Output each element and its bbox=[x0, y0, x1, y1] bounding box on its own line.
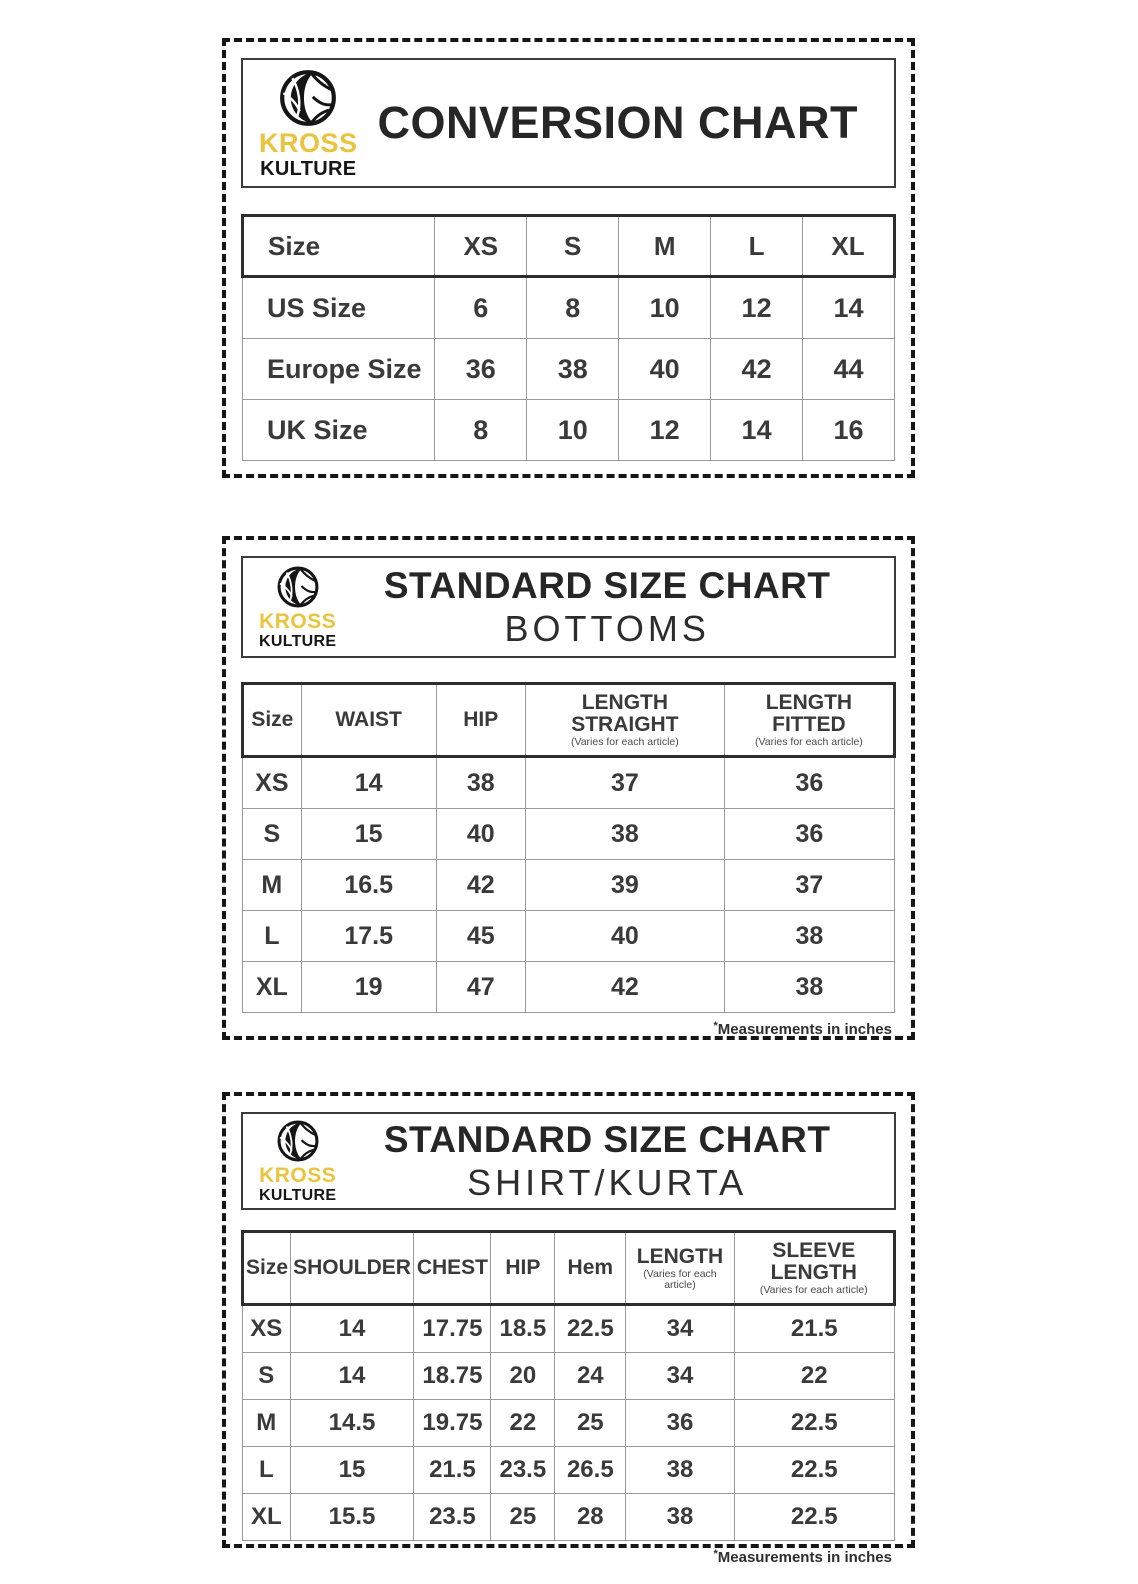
table-cell: 36 bbox=[724, 757, 894, 809]
table-cell: 36 bbox=[724, 809, 894, 860]
table-row bbox=[243, 962, 895, 1013]
table-row bbox=[243, 400, 895, 461]
table-row bbox=[243, 809, 895, 860]
table-cell: 18.75 bbox=[414, 1353, 491, 1400]
table-cell: 38 bbox=[724, 911, 894, 962]
table-cell: 38 bbox=[525, 809, 724, 860]
bottoms-title: STANDARD SIZE CHART bbox=[383, 564, 831, 606]
table-cell: 38 bbox=[436, 757, 525, 809]
table-cell: 22.5 bbox=[734, 1447, 894, 1494]
table-row bbox=[243, 1400, 895, 1447]
table-cell: 20 bbox=[491, 1353, 555, 1400]
table-row bbox=[243, 911, 895, 962]
row-label: XS bbox=[243, 757, 302, 809]
footnote-text: Measurements in inches bbox=[717, 1549, 892, 1567]
table-cell: 19.75 bbox=[414, 1400, 491, 1447]
row-label: XS bbox=[243, 1305, 291, 1353]
brand-kulture: KULTURE bbox=[259, 632, 337, 650]
table-cell: 42 bbox=[525, 962, 724, 1013]
table-cell: 12 bbox=[711, 277, 803, 339]
bottoms-table bbox=[241, 682, 896, 1013]
conversion-header-box bbox=[241, 58, 896, 188]
row-label: Europe Size bbox=[243, 339, 435, 400]
row-label: XL bbox=[243, 962, 302, 1013]
table-cell: 25 bbox=[491, 1494, 555, 1541]
table-cell: 34 bbox=[626, 1305, 734, 1353]
table-cell: 22.5 bbox=[734, 1494, 894, 1541]
table-row bbox=[243, 1447, 895, 1494]
row-label: L bbox=[243, 911, 302, 962]
column-header-note: (Varies for each article) bbox=[643, 1267, 717, 1291]
row-label: S bbox=[243, 809, 302, 860]
table-cell: 17.75 bbox=[414, 1305, 491, 1353]
column-header: M bbox=[619, 216, 711, 277]
brand-kross: KROSS bbox=[259, 1163, 337, 1187]
asterisk: * bbox=[713, 1548, 718, 1561]
table-row bbox=[243, 860, 895, 911]
conversion-table bbox=[241, 214, 896, 461]
table-cell: 14 bbox=[803, 277, 895, 339]
row-label: UK Size bbox=[243, 400, 435, 461]
column-header: Size bbox=[243, 216, 435, 277]
table-cell: 28 bbox=[555, 1494, 626, 1541]
table-cell: 23.5 bbox=[414, 1494, 491, 1541]
table-row bbox=[243, 1494, 895, 1541]
table-cell: 19 bbox=[301, 962, 436, 1013]
table-cell: 40 bbox=[436, 809, 525, 860]
table-cell: 38 bbox=[724, 962, 894, 1013]
column-header: XS bbox=[435, 216, 527, 277]
shirt-header-box bbox=[241, 1112, 896, 1210]
table-cell: 21.5 bbox=[414, 1447, 491, 1494]
table-cell: 14.5 bbox=[290, 1400, 414, 1447]
table-cell: 45 bbox=[436, 911, 525, 962]
row-label: M bbox=[243, 860, 302, 911]
row-label: US Size bbox=[243, 277, 435, 339]
table-cell: 37 bbox=[724, 860, 894, 911]
brand-kross: KROSS bbox=[259, 127, 358, 158]
column-header-note: (Varies for each article) bbox=[755, 736, 863, 749]
column-header: WAIST bbox=[301, 684, 436, 757]
bottoms-header-row bbox=[243, 684, 895, 757]
column-header: Size bbox=[243, 684, 302, 757]
table-cell: 14 bbox=[301, 757, 436, 809]
column-header: HIP bbox=[436, 684, 525, 757]
measurements-footnote bbox=[241, 1013, 896, 1038]
table-cell: 38 bbox=[626, 1447, 734, 1494]
table-row bbox=[243, 277, 895, 339]
table-cell: 47 bbox=[436, 962, 525, 1013]
conversion-title: CONVERSION CHART bbox=[377, 96, 859, 148]
table-cell: 36 bbox=[626, 1400, 734, 1447]
brand-kulture: KULTURE bbox=[259, 1186, 337, 1204]
column-header: L bbox=[711, 216, 803, 277]
table-cell: 10 bbox=[619, 277, 711, 339]
brand-kross: KROSS bbox=[259, 609, 337, 633]
table-cell: 8 bbox=[527, 277, 619, 339]
basketball-icon bbox=[276, 565, 320, 609]
shirt-table bbox=[241, 1230, 896, 1541]
column-header-label: LENGTH STRAIGHT bbox=[571, 691, 679, 737]
table-cell: 22 bbox=[491, 1400, 555, 1447]
table-cell: 14 bbox=[290, 1353, 414, 1400]
table-cell: 18.5 bbox=[491, 1305, 555, 1353]
table-cell: 17.5 bbox=[301, 911, 436, 962]
table-cell: 36 bbox=[435, 339, 527, 400]
conversion-chart-panel bbox=[222, 38, 915, 478]
table-cell: 14 bbox=[290, 1305, 414, 1353]
column-header: XL bbox=[803, 216, 895, 277]
table-cell: 21.5 bbox=[734, 1305, 894, 1353]
table-cell: 40 bbox=[525, 911, 724, 962]
table-cell: 8 bbox=[435, 400, 527, 461]
table-cell: 44 bbox=[803, 339, 895, 400]
column-header bbox=[525, 684, 724, 757]
table-cell: 16 bbox=[803, 400, 895, 461]
brand-logo bbox=[259, 68, 358, 179]
row-label: M bbox=[243, 1400, 291, 1447]
basketball-icon bbox=[276, 1119, 320, 1163]
table-cell: 22 bbox=[734, 1353, 894, 1400]
row-label: S bbox=[243, 1353, 291, 1400]
brand-logo bbox=[259, 565, 336, 650]
table-cell: 24 bbox=[555, 1353, 626, 1400]
bottoms-subtitle: BOTTOMS bbox=[504, 607, 710, 649]
table-row bbox=[243, 339, 895, 400]
brand-logo bbox=[259, 1119, 336, 1204]
table-cell: 42 bbox=[436, 860, 525, 911]
table-cell: 37 bbox=[525, 757, 724, 809]
table-cell: 15 bbox=[301, 809, 436, 860]
column-header: Hem bbox=[555, 1232, 626, 1305]
column-header-label: LENGTH FITTED bbox=[765, 691, 853, 737]
column-header: CHEST bbox=[414, 1232, 491, 1305]
table-row bbox=[243, 1305, 895, 1353]
shirt-kurta-size-chart-panel bbox=[222, 1092, 915, 1567]
shirt-subtitle: SHIRT/KURTA bbox=[467, 1161, 748, 1203]
column-header-note: (Varies for each article) bbox=[570, 736, 679, 749]
table-cell: 14 bbox=[711, 400, 803, 461]
brand-kulture: KULTURE bbox=[260, 157, 357, 180]
bottoms-header-box bbox=[241, 556, 896, 658]
table-cell: 16.5 bbox=[301, 860, 436, 911]
table-cell: 42 bbox=[711, 339, 803, 400]
column-header: Size bbox=[243, 1232, 291, 1305]
column-header-label: SLEEVE LENGTH bbox=[770, 1239, 857, 1285]
row-label: XL bbox=[243, 1494, 291, 1541]
table-cell: 15.5 bbox=[290, 1494, 414, 1541]
column-header: SHOULDER bbox=[290, 1232, 414, 1305]
column-header bbox=[734, 1232, 894, 1305]
footnote-text: Measurements in inches bbox=[717, 1021, 892, 1039]
asterisk: * bbox=[713, 1020, 718, 1033]
shirt-title: STANDARD SIZE CHART bbox=[383, 1118, 831, 1160]
table-row bbox=[243, 1353, 895, 1400]
bottoms-size-chart-panel bbox=[222, 536, 915, 1040]
column-header-label: LENGTH bbox=[636, 1244, 724, 1268]
row-label: L bbox=[243, 1447, 291, 1494]
table-cell: 34 bbox=[626, 1353, 734, 1400]
column-header-note: (Varies for each article) bbox=[759, 1284, 868, 1297]
table-cell: 23.5 bbox=[491, 1447, 555, 1494]
table-row bbox=[243, 757, 895, 809]
table-cell: 22.5 bbox=[734, 1400, 894, 1447]
column-header bbox=[724, 684, 894, 757]
table-cell: 6 bbox=[435, 277, 527, 339]
table-cell: 40 bbox=[619, 339, 711, 400]
table-cell: 38 bbox=[527, 339, 619, 400]
column-header: HIP bbox=[491, 1232, 555, 1305]
table-cell: 15 bbox=[290, 1447, 414, 1494]
table-cell: 10 bbox=[527, 400, 619, 461]
table-cell: 26.5 bbox=[555, 1447, 626, 1494]
column-header: S bbox=[527, 216, 619, 277]
measurements-footnote bbox=[241, 1541, 896, 1566]
table-cell: 39 bbox=[525, 860, 724, 911]
conversion-header-row bbox=[243, 216, 895, 277]
table-cell: 25 bbox=[555, 1400, 626, 1447]
table-cell: 12 bbox=[619, 400, 711, 461]
table-cell: 22.5 bbox=[555, 1305, 626, 1353]
column-header bbox=[626, 1232, 734, 1305]
basketball-icon bbox=[278, 68, 338, 128]
table-cell: 38 bbox=[626, 1494, 734, 1541]
shirt-header-row bbox=[243, 1232, 895, 1305]
